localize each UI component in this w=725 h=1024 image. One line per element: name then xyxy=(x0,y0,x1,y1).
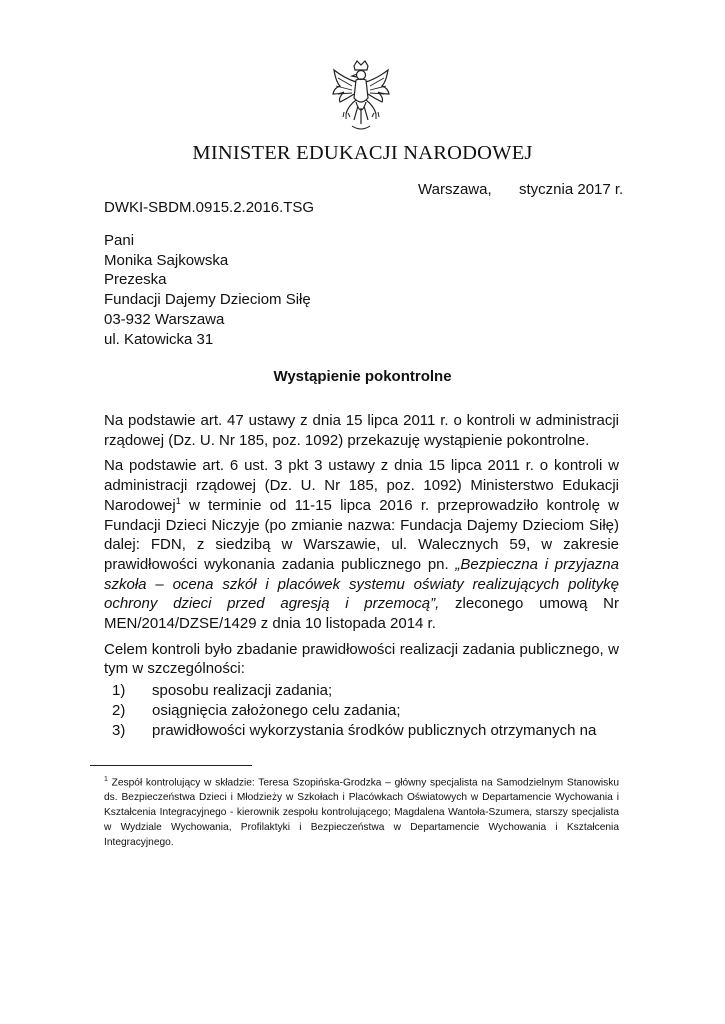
footnote-separator xyxy=(90,765,252,766)
recipient-street: ul. Katowicka 31 xyxy=(104,330,214,348)
list-item-text: osiągnięcia założonego celu zadania; xyxy=(152,701,401,719)
paragraph-control-info xyxy=(104,456,619,633)
footnote xyxy=(104,772,619,850)
footnote-mark: 1 xyxy=(104,776,108,783)
footnote-text: Zespół kontrolujący w składzie: Teresa Szopińska-Grodzka – główny specjalista na Samodzielnym Stanowisku ds. Bezpieczeństwa Dzieci i Młodzieży w Szkołach i Placówkach Oświatowych w Departamencie Wychowania i Kształcenia Integracyjnego - kierownik zespołu kontrolującego; Magdalena Wantoła-Szumera, starszy specjalista w Wydziale Wychowania, Profilaktyki i Bezpieczeństwa w Departamencie Wychowania i Kształcenia Integracyjnego. xyxy=(104,777,619,849)
paragraph-text: w terminie od 11-15 lipca 2016 r. przeprowadziło kontrolę w Fundacji Dzieci Niczyje (po zmianie nazwa: Fundacja Dajemy Dzieciom Siłę) dalej: FDN, z siedzibą w Warszawie, ul. Walecznych 59, w zakresie prawidłowości wykonania zadania publicznego pn. xyxy=(104,496,619,573)
date: stycznia 2017 r. xyxy=(519,181,624,198)
task-name: „Bezpieczna i przyjazna szkoła – ocena szkół i placówek systemu oświaty realizujących politykę ochrony dzieci przed agresją i przemocą”, xyxy=(104,555,619,613)
list-item xyxy=(104,721,619,741)
place: Warszawa, xyxy=(418,181,492,198)
paragraph-text: Na podstawie art. 6 ust. 3 pkt 3 ustawy z dnia 15 lipca 2011 r. o kontroli w administracji rządowej (Dz. U. Nr 185, poz. 1092) Ministerstwo Edukacji Narodowej xyxy=(104,457,619,514)
list-item xyxy=(104,701,619,721)
list-item-text: prawidłowości wykorzystania środków publicznych otrzymanych na xyxy=(152,721,597,739)
paragraph-legal-basis: Na podstawie art. 47 ustawy z dnia 15 lipca 2011 r. o kontroli w administracji rządowej (Dz. U. Nr 185, poz. 1092) przekazuję wystąpienie pokontrolne. xyxy=(104,412,619,449)
document-body xyxy=(104,411,619,740)
recipient-name: Monika Sajkowska xyxy=(104,251,229,269)
document-title: Wystąpienie pokontrolne xyxy=(273,368,452,385)
list-item-number: 3) xyxy=(112,721,126,739)
list-item-number: 1) xyxy=(112,682,126,700)
paragraph-control-purpose: Celem kontroli było zbadanie prawidłowości realizacji zadania publicznego, w tym w szczególności: xyxy=(104,640,619,678)
polish-eagle-emblem-icon xyxy=(330,60,392,134)
recipient-position: Prezeska xyxy=(104,271,167,289)
paragraph-text: zleconego umową Nr MEN/2014/DZSE/1429 z dnia 10 listopada 2014 r. xyxy=(104,595,619,633)
recipient-postal-code: 03-932 Warszawa xyxy=(104,310,225,328)
place-date xyxy=(418,181,624,198)
recipient-organization: Fundacji Dajemy Dzieciom Siłę xyxy=(104,291,311,309)
case-signature: DWKI-SBDM.0915.2.2016.TSG xyxy=(104,199,315,216)
footnote-reference: 1 xyxy=(175,495,181,506)
list-item-number: 2) xyxy=(112,701,126,719)
list-item-text: sposobu realizacji zadania; xyxy=(152,682,333,700)
ministry-heading: MINISTER EDUKACJI NARODOWEJ xyxy=(192,142,533,164)
recipient-address xyxy=(104,231,311,349)
list-item xyxy=(104,681,619,701)
recipient-salutation: Pani xyxy=(104,232,135,249)
control-scope-list xyxy=(104,681,619,740)
